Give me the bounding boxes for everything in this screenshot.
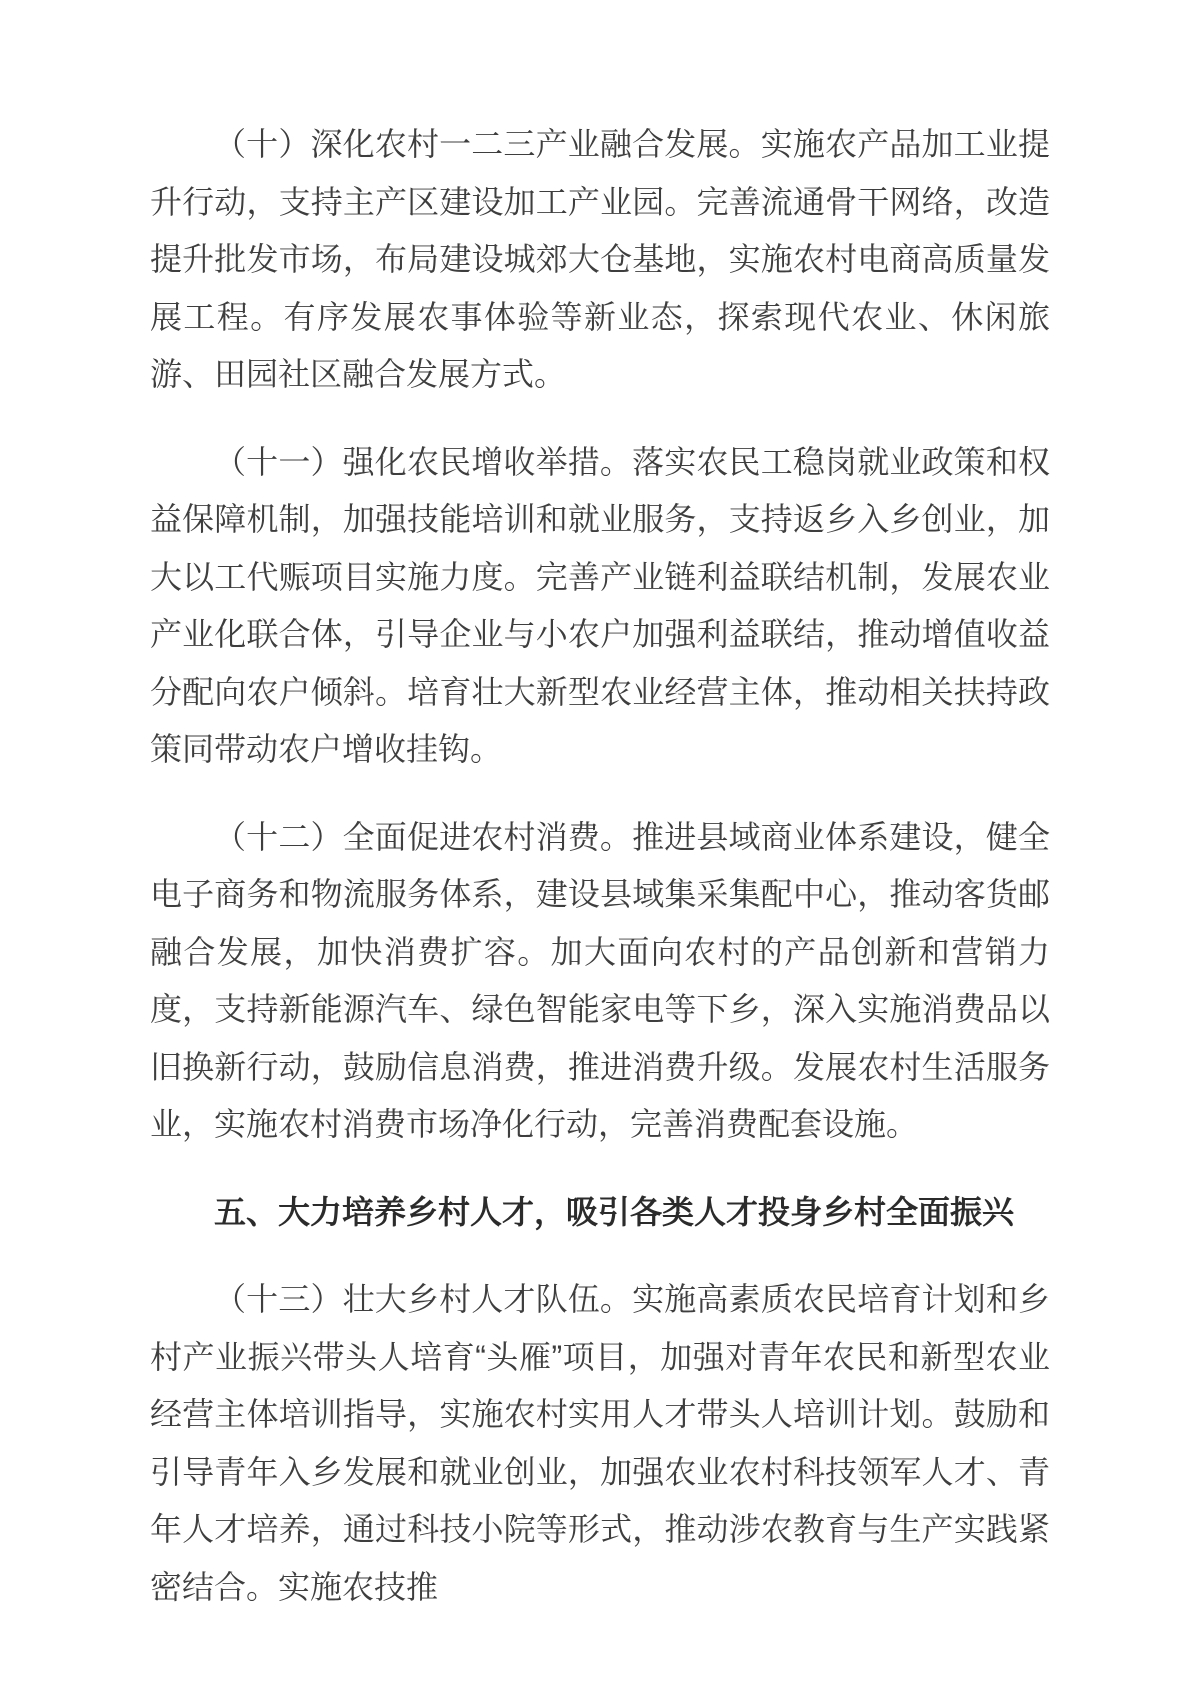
paragraph-item-13: （十三）壮大乡村人才队伍。实施高素质农民培育计划和乡村产业振兴带头人培育“头雁”项目，加强对青年农民和新型农业经营主体培训指导，实施农村实用人才带头人培训计划。鼓励和引导青年入乡发展和就业创业，加强农业农村科技领军人才、青年人才培养，通过科技小院等形式，推动涉农教育与生产实践紧密结合。实施农技推 (150, 1281, 1050, 1605)
section-heading-part-5: 五、大力培养乡村人才，吸引各类人才投身乡村全面振兴 (214, 1193, 1015, 1230)
paragraph-item-10: （十）深化农村一二三产业融合发展。实施农产品加工业提升行动，支持主产区建设加工产业园。完善流通骨干网络，改造提升批发市场，布局建设城郊大仓基地，实施农村电商高质量发展工程。有序发展农事体验等新业态，探索现代农业、休闲旅游、田园社区融合发展方式。 (150, 126, 1050, 392)
paragraph-item-11: （十一）强化农民增收举措。落实农民工稳岗就业政策和权益保障机制，加强技能培训和就业服务，支持返乡入乡创业，加大以工代赈项目实施力度。完善产业链利益联结机制，发展农业产业化联合体，引导企业与小农户加强利益联结，推动增值收益分配向农户倾斜。培育壮大新型农业经营主体，推动相关扶持政策同带动农户增收挂钩。 (150, 443, 1050, 767)
paragraph-item-12: （十二）全面促进农村消费。推进县域商业体系建设，健全电子商务和物流服务体系，建设县域集采集配中心，推动客货邮融合发展，加快消费扩容。加大面向农村的产品创新和营销力度，支持新能源汽车、绿色智能家电等下乡，深入实施消费品以旧换新行动，鼓励信息消费，推进消费升级。发展农村生活服务业，实施农村消费市场净化行动，完善消费配套设施。 (150, 818, 1050, 1142)
document-body (150, 116, 1050, 1646)
